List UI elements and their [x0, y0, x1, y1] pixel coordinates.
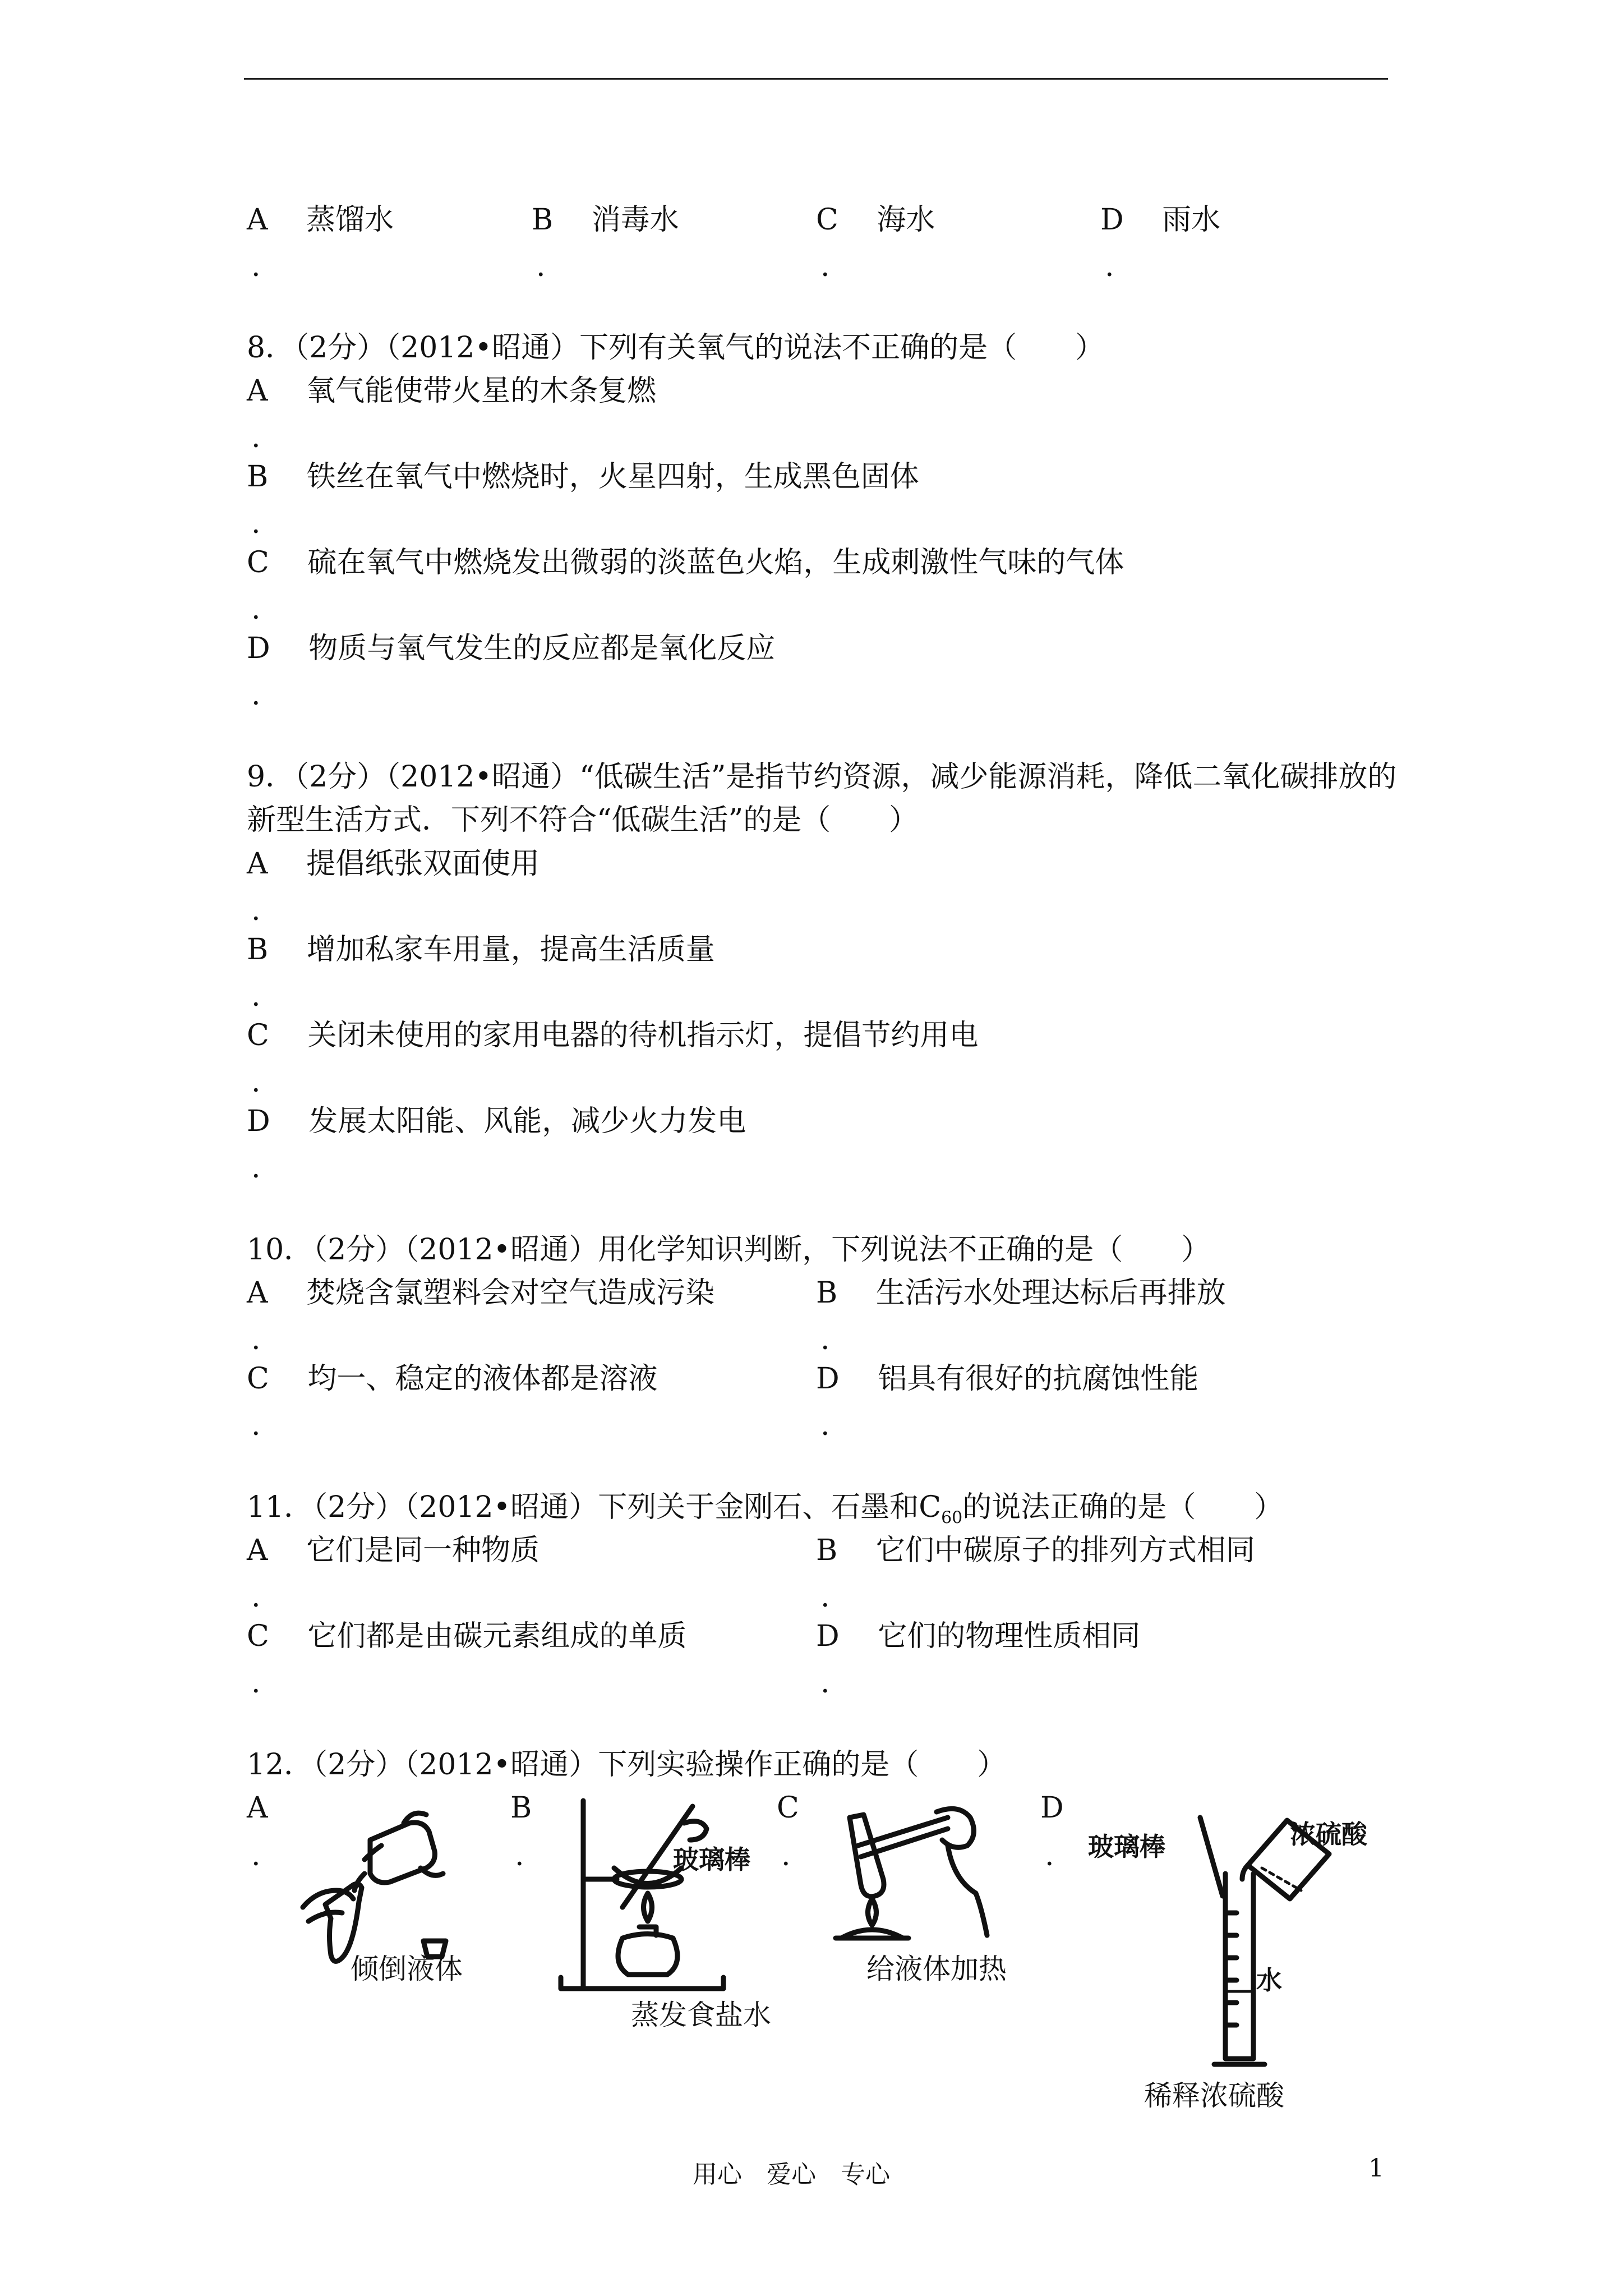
option-dot: . — [820, 1323, 830, 1356]
option-dot: . — [251, 678, 261, 712]
q7-option-c[interactable]: C 海水 — [816, 203, 935, 237]
q12-stem: 12．（2分）（2012•昭通）下列实验操作正确的是（ ） — [247, 1748, 1007, 1782]
option-dot: . — [251, 1666, 261, 1700]
q12-option-d-letter[interactable]: D — [1040, 1791, 1064, 1825]
q9-option-d[interactable]: D 发展太阳能、风能，减少火力发电 — [247, 1105, 746, 1138]
q10-stem: 10．（2分）（2012•昭通）用化学知识判断，下列说法不正确的是（ ） — [247, 1233, 1211, 1267]
q12-option-d-acid-label: 浓硫酸 — [1290, 1819, 1367, 1849]
option-dot: . — [820, 1580, 830, 1614]
pour-liquid-diagram — [292, 1806, 471, 1963]
q10-option-b[interactable]: B 生活污水处理达标后再排放 — [816, 1276, 1226, 1310]
q10-option-d[interactable]: D 铝具有很好的抗腐蚀性能 — [816, 1362, 1199, 1396]
q12-option-b-letter[interactable]: B — [510, 1791, 532, 1825]
option-dot: . — [536, 250, 546, 283]
heat-liquid-diagram — [819, 1795, 993, 1941]
q11-stem: 11．（2分）（2012•昭通）下列关于金刚石、石墨和$C_{60}$的说法正确的是（ ） — [247, 1490, 1284, 1528]
q12-option-d-water-label: 水 — [1256, 1965, 1282, 1995]
footer-motto: 用心 爱心 专心 — [693, 2160, 890, 2189]
q12-option-b-caption: 蒸发食盐水 — [631, 1999, 771, 2031]
evaporate-salt-water-diagram — [555, 1795, 740, 1997]
q11-option-d[interactable]: D 它们的物理性质相同 — [816, 1619, 1141, 1653]
q12-option-a-letter[interactable]: A — [247, 1791, 268, 1825]
option-dot: . — [251, 592, 261, 626]
q9-option-a[interactable]: A 提倡纸张双面使用 — [247, 847, 540, 881]
q8-option-b[interactable]: B 铁丝在氧气中燃烧时，火星四射，生成黑色固体 — [247, 460, 919, 494]
q12-option-c-caption: 给液体加热 — [866, 1953, 1007, 1985]
option-dot: . — [251, 1151, 261, 1185]
header-rule — [244, 78, 1388, 80]
option-dot: . — [251, 507, 261, 540]
option-dot: . — [820, 1666, 830, 1700]
page-number: 1 — [1368, 2154, 1384, 2183]
option-dot: . — [251, 421, 261, 454]
q8-option-a[interactable]: A 氧气能使带火星的木条复燃 — [247, 374, 657, 408]
q10-option-c[interactable]: C 均一、稳定的液体都是溶液 — [247, 1362, 658, 1396]
q9-option-b[interactable]: B 增加私家车用量，提高生活质量 — [247, 933, 715, 967]
q11-option-a[interactable]: A 它们是同一种物质 — [247, 1534, 540, 1567]
option-dot: . — [251, 979, 261, 1013]
option-dot: . — [251, 1580, 261, 1614]
option-dot: . — [251, 1839, 261, 1872]
option-dot: . — [515, 1839, 524, 1872]
q9-option-c[interactable]: C 关闭未使用的家用电器的待机指示灯，提倡节约用电 — [247, 1019, 979, 1052]
q11-option-c[interactable]: C 它们都是由碳元素组成的单质 — [247, 1619, 687, 1653]
q8-stem: 8．（2分）（2012•昭通）下列有关氧气的说法不正确的是（ ） — [247, 331, 1105, 365]
q12-option-c-letter[interactable]: C — [777, 1791, 799, 1825]
option-dot: . — [820, 250, 830, 283]
option-dot: . — [251, 1409, 261, 1442]
option-dot: . — [251, 1065, 261, 1099]
option-dot: . — [820, 1409, 830, 1442]
q9-stem-line2: 新型生活方式．下列不符合“低碳生活”的是（ ） — [247, 803, 919, 837]
option-dot: . — [251, 894, 261, 927]
option-dot: . — [1045, 1839, 1054, 1872]
q11-option-b[interactable]: B 它们中碳原子的排列方式相同 — [816, 1534, 1255, 1567]
q12-option-b-rod-label: 玻璃棒 — [673, 1844, 750, 1875]
option-dot: . — [251, 250, 261, 283]
q8-option-d[interactable]: D 物质与氧气发生的反应都是氧化反应 — [247, 632, 776, 665]
q7-option-b[interactable]: B 消毒水 — [532, 203, 679, 237]
q7-option-a[interactable]: A 蒸馏水 — [247, 203, 394, 237]
q12-option-d-caption: 稀释浓硫酸 — [1144, 2079, 1284, 2112]
q12-option-d-rod-label: 玻璃棒 — [1088, 1832, 1165, 1862]
q8-option-c[interactable]: C 硫在氧气中燃烧发出微弱的淡蓝色火焰，生成刺激性气味的气体 — [247, 546, 1124, 579]
q10-option-a[interactable]: A 焚烧含氯塑料会对空气造成污染 — [247, 1276, 715, 1310]
option-dot: . — [781, 1839, 791, 1872]
q9-stem-line1: 9．（2分）（2012•昭通）“低碳生活”是指节约资源，减少能源消耗，降低二氧化碳排放的 — [247, 760, 1397, 794]
option-dot: . — [251, 1323, 261, 1356]
q12-option-a-caption: 倾倒液体 — [351, 1953, 463, 1985]
option-dot: . — [1105, 250, 1114, 283]
q7-option-d[interactable]: D 雨水 — [1100, 203, 1221, 237]
